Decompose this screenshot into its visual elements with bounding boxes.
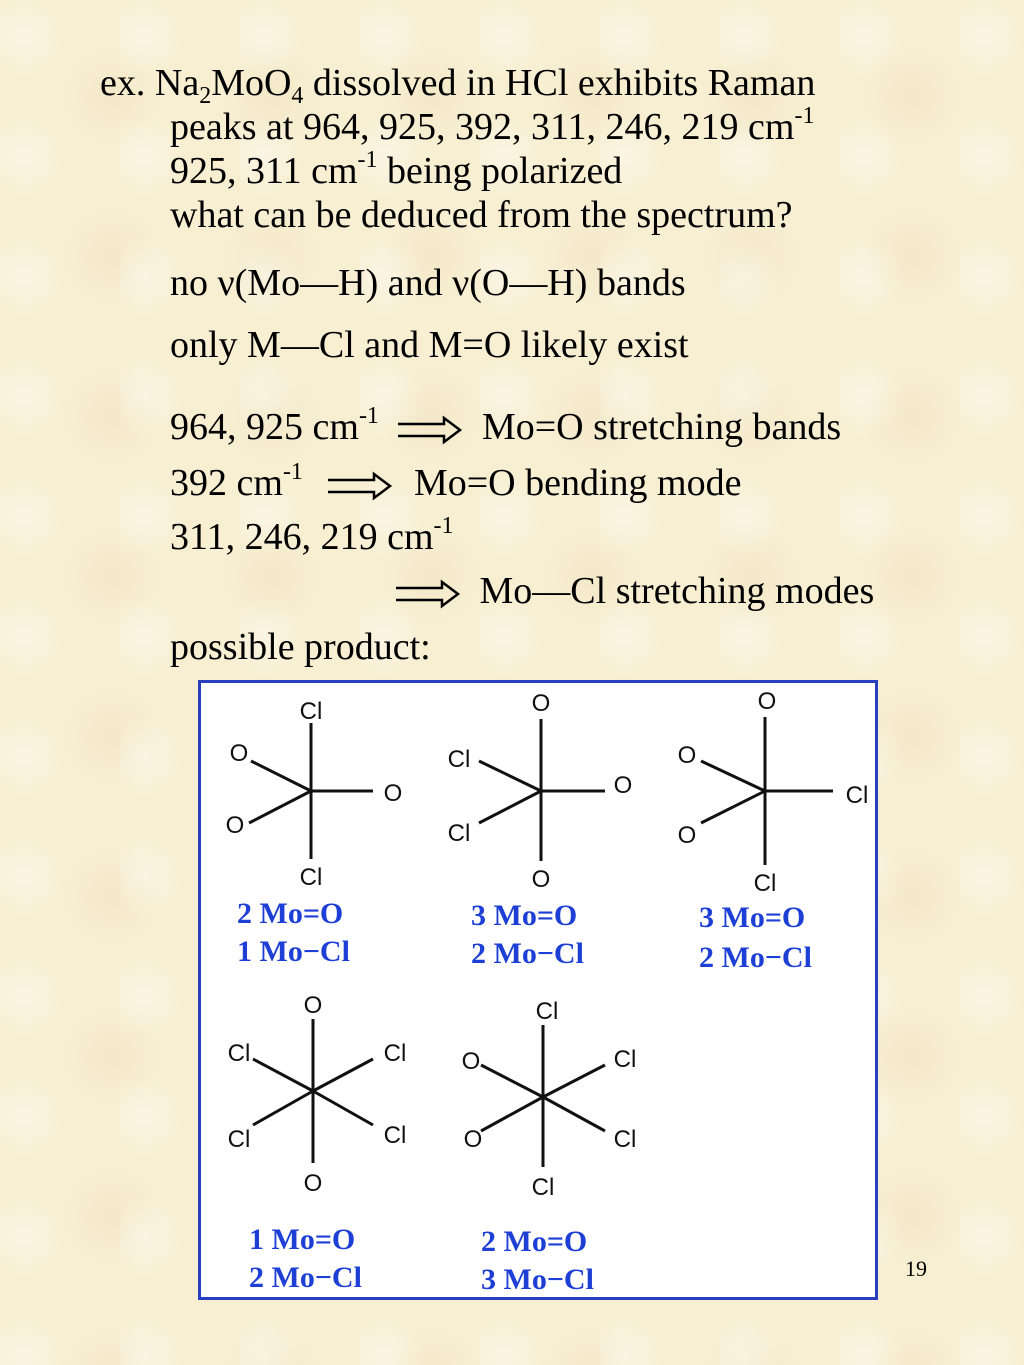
atom-label: Cl: [383, 1040, 407, 1067]
structure-1: [226, 698, 403, 968]
atom-label: Cl: [613, 1046, 637, 1073]
atom-label: Cl: [227, 1040, 251, 1067]
assignment-row-3: 311, 246, 219 $cm^{-1}$: [170, 513, 454, 558]
assignment-row-3-label: Mo—Cl stretching modes: [392, 570, 874, 612]
atom-label: O: [225, 812, 245, 839]
count-mo-o: 1 Mo=O: [249, 1223, 356, 1256]
count-mo-o: 3 Mo=O: [699, 901, 806, 934]
atom-label: Cl: [753, 870, 777, 897]
count-mo-cl: 2 Mo−Cl: [699, 941, 812, 974]
structure-4: [228, 992, 407, 1294]
implies-arrow-icon: [394, 415, 464, 445]
atom-label: O: [677, 742, 697, 769]
atom-label: Cl: [613, 1126, 637, 1153]
deduction-likely-exist: only M—Cl and M=O likely exist: [170, 324, 689, 366]
structures-diagram: [201, 683, 875, 1297]
question-line-3: 925, 311 $cm^{-1}$ being polarized: [170, 147, 623, 192]
implies-arrow-icon: [324, 471, 394, 501]
count-mo-o: 3 Mo=O: [471, 899, 578, 932]
compound-formula: $Na_2MoO_4$: [154, 62, 304, 109]
atom-label: O: [303, 1170, 323, 1197]
atom-label: O: [229, 740, 249, 767]
atom-label: Cl: [535, 998, 559, 1025]
atom-label: O: [463, 1126, 483, 1153]
assignment-row-2: 392 $cm^{-1}$ Mo=O bending mode: [170, 459, 742, 504]
assignment-row-1: 964, 925 $cm^{-1}$ Mo=O stretching bands: [170, 403, 842, 448]
count-mo-o: 2 Mo=O: [237, 897, 344, 930]
question-line-4: what can be deduced from the spectrum?: [170, 194, 793, 236]
count-mo-o: 2 Mo=O: [481, 1225, 588, 1258]
atom-label: Cl: [227, 1126, 251, 1153]
atom-label: Cl: [383, 1122, 407, 1149]
atom-label: O: [531, 866, 551, 893]
count-mo-cl: 1 Mo−Cl: [237, 935, 350, 968]
structure-5: [462, 998, 637, 1296]
atom-label: O: [531, 690, 551, 717]
atom-label: O: [461, 1048, 481, 1075]
atom-label: O: [383, 780, 403, 807]
question-line-1: [100, 62, 816, 109]
count-mo-cl: 3 Mo−Cl: [481, 1263, 594, 1296]
atom-label: O: [757, 688, 777, 715]
atom-label: O: [303, 992, 323, 1019]
count-mo-cl: 2 Mo−Cl: [249, 1261, 362, 1294]
atom-label: Cl: [299, 698, 323, 725]
example-prefix: ex.: [100, 62, 146, 104]
question-line-2: peaks at 964, 925, 392, 311, 246, 219 $cm^{-1}$: [170, 103, 815, 148]
possible-product-heading: possible product:: [170, 626, 431, 668]
atom-label: Cl: [447, 820, 471, 847]
atom-label: O: [677, 822, 697, 849]
atom-label: Cl: [299, 864, 323, 891]
structure-2: [448, 690, 633, 970]
atom-label: Cl: [447, 746, 471, 773]
structures-panel: [198, 680, 878, 1300]
deduction-no-bands: no ν(Mo—H) and ν(O—H) bands: [170, 262, 686, 304]
page-number: 19: [905, 1256, 927, 1281]
structure-3: [678, 688, 869, 974]
atom-label: Cl: [845, 782, 869, 809]
question-text-1: dissolved in HCl exhibits Raman: [303, 62, 816, 104]
atom-label: O: [613, 772, 633, 799]
atom-label: Cl: [531, 1174, 555, 1201]
implies-arrow-icon: [392, 579, 462, 609]
count-mo-cl: 2 Mo−Cl: [471, 937, 584, 970]
